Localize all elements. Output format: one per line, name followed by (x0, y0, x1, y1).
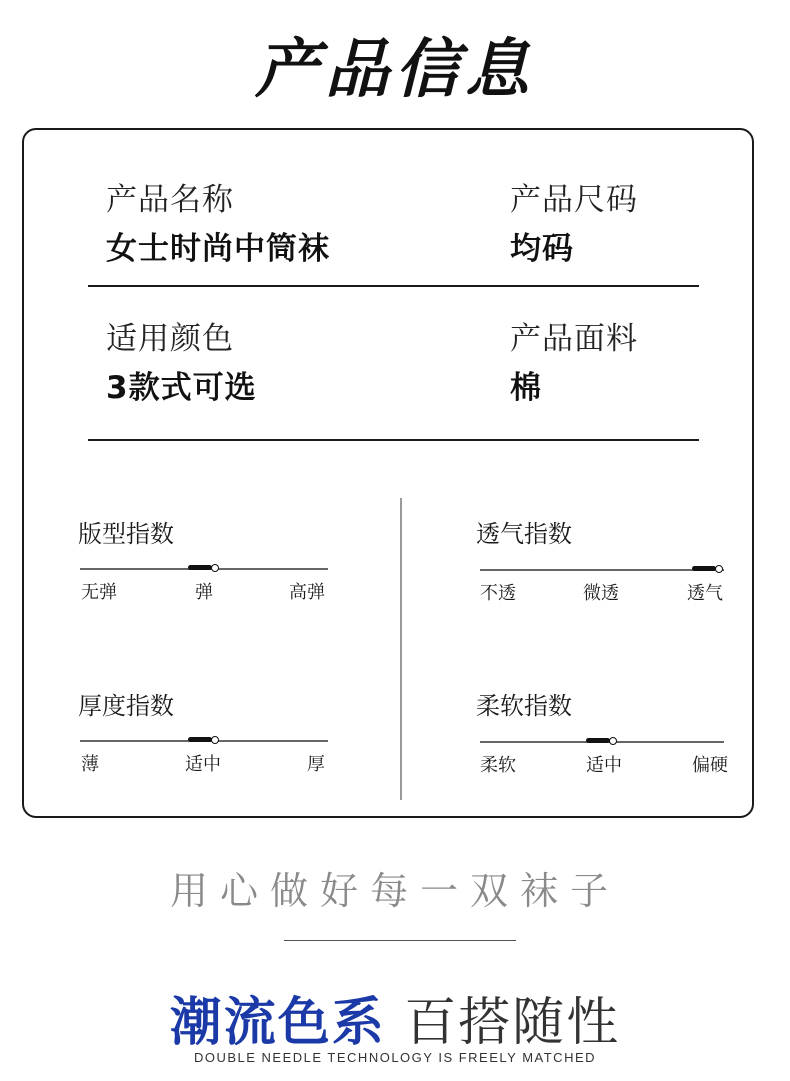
softness-tick-mid: 适中 (586, 755, 622, 776)
fit-index-scale (80, 568, 328, 570)
thickness-tick-low: 薄 (81, 754, 99, 775)
indicator-end-dot (211, 564, 219, 572)
breath-tick-low: 不透 (480, 583, 516, 604)
fit-tick-low: 无弹 (81, 582, 117, 603)
thickness-tick-mid: 适中 (185, 754, 221, 775)
softness-index-scale (480, 741, 724, 743)
subtitle: DOUBLE NEEDLE TECHNOLOGY IS FREELY MATCHED (193, 1050, 597, 1065)
thickness-index-title: 厚度指数 (78, 692, 174, 720)
indicator-end-dot (211, 736, 219, 744)
product-size-value: 均码 (510, 231, 574, 267)
softness-index-indicator (586, 738, 610, 743)
color-label: 适用颜色 (106, 321, 234, 357)
softness-tick-low: 柔软 (480, 755, 516, 776)
color-value: 3款式可选 (106, 370, 257, 406)
breath-index-title: 透气指数 (476, 520, 572, 548)
material-value: 棉 (510, 370, 542, 406)
breath-index-indicator (692, 566, 716, 571)
product-name-value: 女士时尚中筒袜 (106, 231, 330, 267)
softness-index-title: 柔软指数 (476, 692, 572, 720)
fit-tick-mid: 弹 (195, 582, 213, 603)
divider-line (88, 439, 699, 441)
thickness-tick-high: 厚 (307, 754, 325, 775)
tagline-highlight: 潮流色系 (169, 993, 386, 1053)
indicator-end-dot (715, 565, 723, 573)
divider-line (88, 285, 699, 287)
vertical-divider (400, 498, 402, 800)
product-size-label: 产品尺码 (510, 182, 638, 218)
material-label: 产品面料 (510, 321, 638, 357)
breath-tick-high: 透气 (687, 583, 723, 604)
fit-index-indicator (188, 565, 212, 570)
slogan-underline (284, 940, 516, 941)
tagline (0, 980, 790, 1055)
breath-index-scale (480, 569, 724, 571)
breath-tick-mid: 微透 (583, 583, 619, 604)
fit-index-title: 版型指数 (78, 520, 174, 548)
thickness-index-scale (80, 740, 328, 742)
fit-tick-high: 高弹 (289, 582, 325, 603)
indicator-end-dot (609, 737, 617, 745)
tagline-rest: 百搭随性 (404, 993, 621, 1053)
slogan: 用心做好每一双袜子 (169, 869, 620, 913)
page-title: 产品信息 (255, 33, 535, 107)
product-name-label: 产品名称 (106, 182, 234, 218)
softness-tick-high: 偏硬 (692, 755, 728, 776)
thickness-index-indicator (188, 737, 212, 742)
